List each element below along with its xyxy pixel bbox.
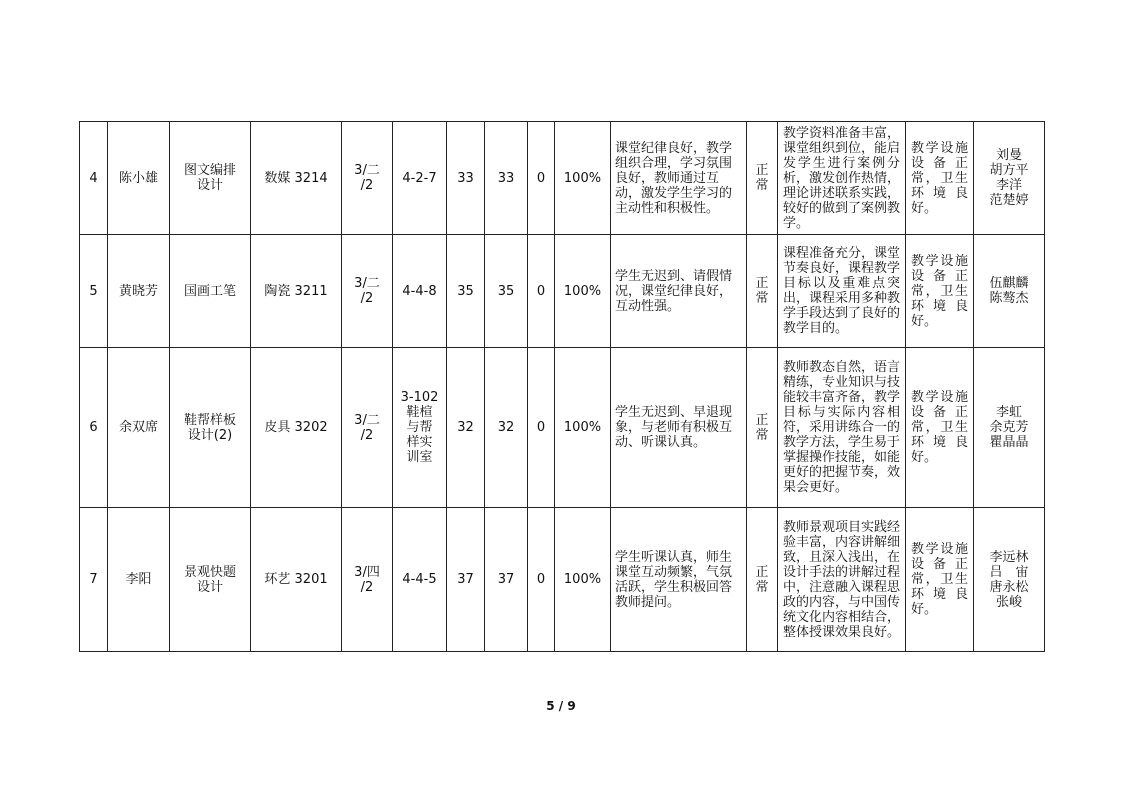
cell-expected: 33 (447, 122, 485, 235)
cell-session: 3/二 /2 (342, 122, 393, 235)
cell-no: 4 (80, 122, 108, 235)
cell-expected: 37 (447, 508, 485, 652)
cell-student-note: 学生无迟到、请假情况，课堂纪律良好，互动性强。 (611, 235, 747, 348)
cell-rate: 100% (555, 508, 611, 652)
cell-inspectors: 李虹 余克芳 瞿晶晶 (974, 348, 1045, 508)
cell-status: 正 常 (747, 508, 778, 652)
cell-expected: 35 (447, 235, 485, 348)
cell-teacher: 余双席 (108, 348, 170, 508)
cell-facility-note: 教学设施设备正常，卫生环境良好。 (906, 348, 974, 508)
table-row (80, 235, 1045, 348)
cell-teaching-note: 教师教态自然，语言精练，专业知识与技能较丰富齐备，教学目标与实际内容相符，采用讲练合一的教学方法，学生易于掌握操作技能，如能更好的把握节奏，效果会更好。 (778, 348, 906, 508)
cell-teacher: 李阳 (108, 508, 170, 652)
cell-teaching-note: 教学资料准备丰富，课堂组织到位，能启发学生进行案例分析，激发创作热情，理论讲述联系实践，较好的做到了案例教学。 (778, 122, 906, 235)
cell-inspectors: 李远林 吕 宙 唐永松 张峻 (974, 508, 1045, 652)
cell-absent: 0 (528, 235, 555, 348)
cell-inspectors: 刘曼 胡方平 李洋 范楚婷 (974, 122, 1045, 235)
cell-actual: 35 (485, 235, 528, 348)
cell-room: 4-4-8 (393, 235, 447, 348)
cell-facility-note: 教学设施设备正常，卫生环境良好。 (906, 508, 974, 652)
table-row (80, 122, 1045, 235)
cell-session: 3/二 /2 (342, 348, 393, 508)
cell-actual: 32 (485, 348, 528, 508)
cell-course: 图文编排 设计 (170, 122, 251, 235)
cell-session: 3/二 /2 (342, 235, 393, 348)
cell-status: 正 常 (747, 348, 778, 508)
cell-course: 景观快题 设计 (170, 508, 251, 652)
cell-teaching-note: 教师景观项目实践经验丰富，内容讲解细致，且深入浅出，在设计手法的讲解过程中，注意融入课程思政的内容，与中国传统文化内容相结合，整体授课效果良好。 (778, 508, 906, 652)
page-number: 5 / 9 (546, 699, 576, 713)
cell-facility-note: 教学设施设备正常，卫生环境良好。 (906, 235, 974, 348)
cell-class: 环艺 3201 (251, 508, 342, 652)
table-row (80, 508, 1045, 652)
cell-class: 数媒 3214 (251, 122, 342, 235)
cell-teacher: 黄晓芳 (108, 235, 170, 348)
cell-absent: 0 (528, 508, 555, 652)
cell-session: 3/四 /2 (342, 508, 393, 652)
cell-actual: 37 (485, 508, 528, 652)
cell-no: 7 (80, 508, 108, 652)
cell-rate: 100% (555, 122, 611, 235)
cell-absent: 0 (528, 348, 555, 508)
cell-room: 3-102 鞋楦 与帮 样实 训室 (393, 348, 447, 508)
cell-no: 5 (80, 235, 108, 348)
table-row (80, 348, 1045, 508)
cell-class: 陶瓷 3211 (251, 235, 342, 348)
cell-absent: 0 (528, 122, 555, 235)
cell-course: 国画工笔 (170, 235, 251, 348)
cell-student-note: 学生无迟到、早退现象，与老师有积极互动、听课认真。 (611, 348, 747, 508)
cell-no: 6 (80, 348, 108, 508)
cell-student-note: 学生听课认真，师生课堂互动频繁，气氛活跃，学生积极回答教师提问。 (611, 508, 747, 652)
cell-room: 4-4-5 (393, 508, 447, 652)
cell-student-note: 课堂纪律良好，教学组织合理，学习氛围良好，教师通过互动，激发学生学习的主动性和积极性。 (611, 122, 747, 235)
cell-rate: 100% (555, 348, 611, 508)
cell-teaching-note: 课程准备充分，课堂节奏良好，课程教学目标以及重难点突出，课程采用多种教学手段达到了良好的教学目的。 (778, 235, 906, 348)
cell-class: 皮具 3202 (251, 348, 342, 508)
cell-actual: 33 (485, 122, 528, 235)
cell-status: 正 常 (747, 235, 778, 348)
cell-status: 正 常 (747, 122, 778, 235)
inspection-table (79, 121, 1045, 652)
cell-rate: 100% (555, 235, 611, 348)
cell-teacher: 陈小雄 (108, 122, 170, 235)
cell-room: 4-2-7 (393, 122, 447, 235)
cell-inspectors: 伍麒麟 陈骜杰 (974, 235, 1045, 348)
cell-expected: 32 (447, 348, 485, 508)
cell-course: 鞋帮样板 设计(2) (170, 348, 251, 508)
cell-facility-note: 教学设施设备正常，卫生环境良好。 (906, 122, 974, 235)
